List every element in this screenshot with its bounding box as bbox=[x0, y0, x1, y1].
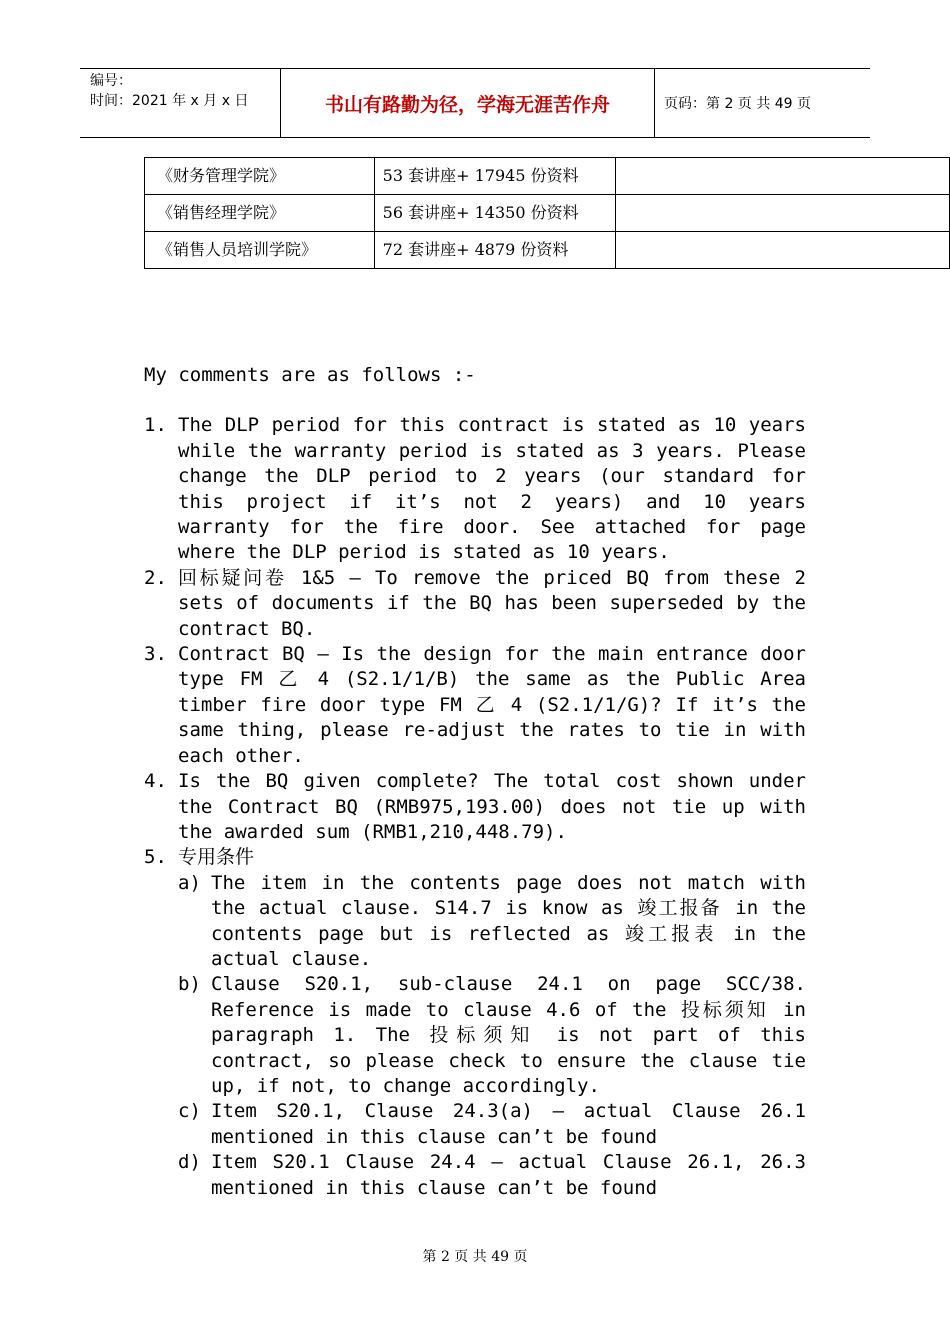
table-row bbox=[145, 195, 950, 232]
item-number: 2. bbox=[144, 566, 167, 589]
sub-item-label: d) bbox=[178, 1151, 201, 1174]
table-cell-name: 《销售经理学院》 bbox=[145, 195, 375, 232]
sub-list-item bbox=[178, 1099, 806, 1150]
table-row bbox=[145, 158, 950, 195]
code-label: 编号： bbox=[90, 73, 132, 89]
table-cell-content: 53 套讲座+ 17945 份资料 bbox=[374, 158, 616, 195]
table-row bbox=[145, 232, 950, 269]
sub-item-text: Clause S20.1, sub-clause 24.1 on page SCC/38. Reference is made to clause 4.6 of the 投标须知 in paragraph 1. The 投标须知 is not part of this contract, so please check to ensure the clause tie up, if not, to change accordingly. bbox=[211, 973, 806, 1097]
list-item bbox=[144, 413, 806, 565]
item-number: 1. bbox=[144, 414, 167, 437]
sub-item-label: c) bbox=[178, 1100, 201, 1123]
item-number: 5. bbox=[144, 846, 167, 869]
table-cell-note bbox=[616, 195, 950, 232]
table-cell-name: 《销售人员培训学院》 bbox=[145, 232, 375, 269]
item-text: Is the BQ given complete? The total cost shown under the Contract BQ (RMB975,193.00) does not tie up with the awarded sum (RMB1,210,448.79). bbox=[178, 770, 806, 843]
list-item bbox=[144, 769, 806, 845]
list-item bbox=[144, 845, 806, 1201]
table-cell-name: 《财务管理学院》 bbox=[145, 158, 375, 195]
sub-item-label: a) bbox=[178, 871, 201, 894]
header-page-info: 页码：第 2 页 共 49 页 bbox=[664, 96, 811, 112]
table-cell-note bbox=[616, 232, 950, 269]
table-cell-content: 56 套讲座+ 14350 份资料 bbox=[374, 195, 616, 232]
resource-table bbox=[144, 157, 950, 269]
page-header bbox=[80, 68, 870, 138]
table-cell-content: 72 套讲座+ 4879 份资料 bbox=[374, 232, 616, 269]
list-item bbox=[144, 566, 806, 642]
comments-list bbox=[144, 413, 806, 1201]
page-footer: 第 2 页 共 49 页 bbox=[422, 1249, 528, 1265]
sub-item-text: The item in the contents page does not match with the actual clause. S14.7 is know as 竣工报备 in the contents page but is reflected as 竣工报表 in the actual clause. bbox=[211, 871, 806, 970]
sub-item-label: b) bbox=[178, 973, 201, 996]
comments-body bbox=[144, 363, 806, 1201]
item-text: 专用条件 bbox=[178, 846, 255, 869]
sub-item-text: Item S20.1, Clause 24.3(a) – actual Clause 26.1 mentioned in this clause can’t be found bbox=[211, 1100, 806, 1148]
date-label: 时间：2021 年 x 月 x 日 bbox=[90, 93, 249, 109]
table-cell-note bbox=[616, 158, 950, 195]
item-text: 回标疑问卷 1&5 – To remove the priced BQ from these 2 sets of documents if the BQ has been superseded by the contract BQ. bbox=[178, 566, 806, 640]
sub-list-item bbox=[178, 871, 806, 973]
header-motto: 书山有路勤为径，学海无涯苦作舟 bbox=[281, 69, 655, 137]
list-item bbox=[144, 642, 806, 769]
sub-item-text: Item S20.1 Clause 24.4 – actual Clause 26.1, 26.3 mentioned in this clause can’t be found bbox=[211, 1151, 806, 1199]
sub-list bbox=[178, 871, 806, 1201]
item-number: 4. bbox=[144, 770, 167, 793]
sub-list-item bbox=[178, 1150, 806, 1201]
item-text: Contract BQ – Is the design for the main entrance door type FM 乙 4 (S2.1/1/B) the same as the Public Area timber fire door type FM 乙 4 (S2.1/1/G)? If it’s the same thing, please re-adjust the rates to tie in with each other. bbox=[178, 643, 806, 767]
item-number: 3. bbox=[144, 643, 167, 666]
item-text: The DLP period for this contract is stated as 10 years while the warranty period is stated as 3 years. Please change the DLP period to 2 years (our standard for this project if it’s not 2 years) and 10 years warranty for the fire door. See attached for page where the DLP period is stated as 10 years. bbox=[178, 414, 806, 564]
comments-intro: My comments are as follows :- bbox=[144, 364, 476, 386]
sub-list-item bbox=[178, 972, 806, 1099]
header-meta bbox=[80, 69, 281, 137]
